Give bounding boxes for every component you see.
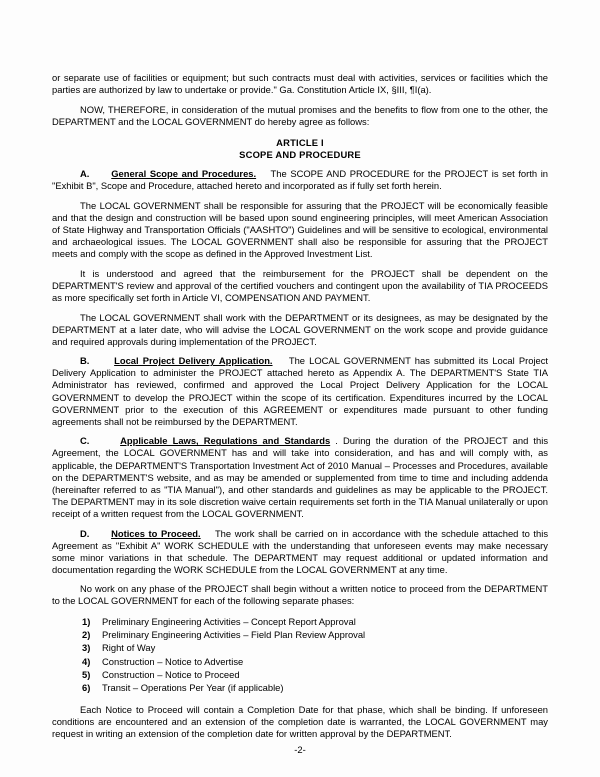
section-b-paragraph-1: The LOCAL GOVERNMENT has submitted its Local Project Delivery Application to administer the PROJECT attached hereto as Appendix A. The DEPARTMENT'S State TIA Administrator has reviewed, confirmed and approved the Local Project Delivery Application for the LOCAL GOVERNMENT to develop the PROJECT within the scope of its certification. Expenditures incurred by the LOCAL GOVERNMENT prior to the execution of this AGREEMENT or expenditures made pursuant to other funding agreements shall not be reimbursed by the DEPARTMENT. (52, 355, 548, 427)
paragraph-continued-top: or separate use of facilities or equipment; but such contracts must deal with activities, services or facilities which the parties are authorized by law to undertake or provide." Ga. Constitution Article IX, §III, ¶I(a). (52, 72, 548, 96)
section-a-paragraph-1: The SCOPE AND PROCEDURE for the PROJECT is set forth in "Exhibit B", Scope and Procedure, attached hereto and incorporated as if fully set forth herein. (52, 168, 549, 192)
page-number: -2- (294, 744, 306, 755)
phase-text: Transit – Operations Per Year (if applicable) (102, 682, 284, 694)
phase-number: 3) (82, 642, 91, 654)
phase-text: Right of Way (102, 642, 156, 654)
closing-paragraph: Each Notice to Proceed will contain a Completion Date for that phase, which shall be binding. If unforeseen conditions are encountered and an extension of the completion date is warranted, the LOCAL GOVERNMENT may request in writing an extension of the completion date for written approval by the DEPARTMENT. (52, 704, 548, 740)
list-item (52, 668, 548, 681)
section-c-intro (52, 435, 548, 520)
phase-text: Construction – Notice to Proceed (102, 668, 240, 680)
section-d-title: Notices to Proceed. (111, 527, 201, 539)
document-body (52, 72, 548, 741)
section-a-paragraph-2: The LOCAL GOVERNMENT shall be responsible for assuring that the PROJECT will be economically feasible and that the design and construction will be based upon sound engineering principles, will meet American Association of State Highway and Transportation Officials ("AASHTO") Guidelines and will be sensitive to ecological, environmental and archaeological issues. The LOCAL GOVERNMENT shall also be responsible for assuring that the PROJECT meets and comply with the scope as defined in the Approved Investment List. (52, 199, 548, 260)
section-c-letter: C. (80, 435, 90, 447)
list-item (52, 615, 548, 628)
phase-number: 1) (82, 616, 91, 628)
article-heading-line1: ARTICLE I (276, 136, 324, 148)
section-a-paragraph-4: The LOCAL GOVERNMENT shall work with the DEPARTMENT or its designees, as may be designated by the DEPARTMENT at a later date, who will advise the LOCAL GOVERNMENT on the work scope and provide guidance and required approvals during implementation of the PROJECT. (52, 311, 548, 347)
phase-list (52, 615, 548, 694)
article-heading-line2: SCOPE AND PROCEDURE (239, 148, 361, 160)
list-item (52, 655, 548, 668)
section-b-intro (52, 355, 548, 428)
phase-number: 2) (82, 629, 91, 641)
phase-text: Construction – Notice to Advertise (102, 655, 244, 667)
list-item (52, 681, 548, 694)
section-b-letter: B. (80, 355, 90, 367)
list-item (52, 628, 548, 641)
article-heading (52, 137, 548, 161)
section-d-letter: D. (80, 527, 90, 539)
section-a-intro (52, 168, 548, 192)
phase-text: Preliminary Engineering Activities – Concept Report Approval (102, 616, 356, 628)
phase-text: Preliminary Engineering Activities – Field Plan Review Approval (102, 629, 366, 641)
section-d-intro (52, 528, 548, 576)
section-b-title: Local Project Delivery Application. (114, 355, 273, 367)
paragraph-now-therefore: NOW, THEREFORE, in consideration of the mutual promises and the benefits to flow from one to the other, the DEPARTMENT and the LOCAL GOVERNMENT do hereby agree as follows: (52, 103, 548, 127)
section-c-paragraph-1: . During the duration of the PROJECT and this Agreement, the LOCAL GOVERNMENT has and will take into consideration, and has and will comply with, as applicable, the DEPARTMENT'S Transportation Investment Act of 2010 Manual – Processes and Procedures, available on the DEPARTMENT'S website, and as may be amended or supplemented from time to time and including addenda (hereinafter referred to as "TIA Manual"), and other standards and guidelines as may be applicable to the PROJECT. The DEPARTMENT may in its sole discretion waive certain requirements set forth in the TIA Manual unilaterally or upon receipt of a written request from the LOCAL GOVERNMENT. (52, 435, 549, 519)
section-d-paragraph-2: No work on any phase of the PROJECT shall begin without a written notice to proceed from the DEPARTMENT to the LOCAL GOVERNMENT for each of the following separate phases: (52, 583, 548, 607)
phase-number: 5) (82, 668, 91, 680)
section-a-paragraph-3: It is understood and agreed that the reimbursement for the PROJECT shall be dependent on the DEPARTMENT'S review and approval of the certified vouchers and contingent upon the availability of TIA PROCEEDS as more specifically set forth in Article VI, COMPENSATION AND PAYMENT. (52, 267, 548, 303)
section-a-letter: A. (80, 168, 90, 180)
section-a-title: General Scope and Procedures. (111, 168, 257, 180)
section-c-title: Applicable Laws, Regulations and Standards (120, 435, 331, 447)
list-item (52, 641, 548, 654)
phase-number: 6) (82, 682, 91, 694)
section-d-paragraph-1: The work shall be carried on in accordance with the schedule attached to this Agreement as "Exhibit A" WORK SCHEDULE with the understanding that unforeseen events may make necessary some minor variations in that schedule. The DEPARTMENT may request additional or updated information and documentation regarding the WORK SCHEDULE from the LOCAL GOVERNMENT at any time. (52, 527, 549, 575)
phase-number: 4) (82, 655, 91, 667)
